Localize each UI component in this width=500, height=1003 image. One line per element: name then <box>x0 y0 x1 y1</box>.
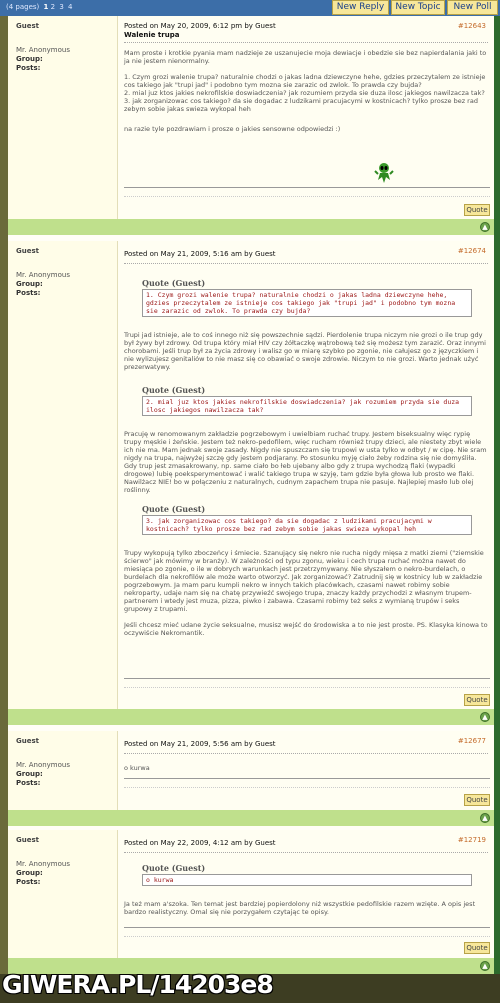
current-page: 1 <box>43 3 49 11</box>
quote-button[interactable]: Quote <box>464 794 490 806</box>
divider <box>124 263 488 264</box>
page-link-3[interactable]: 3 <box>59 3 64 11</box>
post-body: Trupi jad istnieje, ale to coś innego niż się powszechnie sądzi. Pierdolenie trupa niczym nie grozi o ile trup gdy był żywy był zdrowy. Od trupa który miał HIV czy żółtaczkę wątrobową też się możesz tym zarazić. Oraz innymi chorobami. Jeśli trup był za życia zdrowy i walisz go w miarę szybko po zgonie, nie całujesz go z języczkiem i nie wylizujesz genitaliów to nie masz się co obawiać o swoje zdrowie. Niczym to nie grozi. Warto jednak użyć prezerwatywy. <box>124 331 486 371</box>
post-footer-bar <box>0 810 500 826</box>
post-id-link[interactable]: #12643 <box>457 22 486 30</box>
username[interactable]: Guest <box>16 836 39 844</box>
pagination-bar <box>0 0 500 16</box>
scroll-up-icon[interactable]: ▲ <box>480 961 490 971</box>
post-footer-bar <box>0 219 500 235</box>
posts-label: Posts: <box>16 64 41 72</box>
scroll-up-icon[interactable]: ▲ <box>480 813 490 823</box>
post-body: Trupy wykopują tylko zboczeńcy i śmiecie. Szanujący się nekro nie rucha nigdy mięsa z matki ziemi ("ziemskie ścierwo" jak mówimy w branży). W zależności od typu zgonu, wieku i cech trupa ruchać można nawet do miesiąca po zgonie, o ile w dobrych warunkach jest przetrzymywany. Nie słyszałem o nekro-burdelach, o burdelach dla nekrofilów ale może warto otworzyć. Jak zorganizować? Zatrudnij się w kostnicy lub w zakładzie pogrzebowym. Ja mam paru kumpli nekro w innych takich placówkach, czasami nawet robimy sobie nekroparty, udaje nam się na chatę przywieźć swojego trupa, znaczy każdy przychodzi z własnym trupem-partnerem i wtedy jest muza, pizza, piwko i zabawa. Czasami robimy też seks z wymianą trupów i seks grupowy z trupami. <box>124 549 484 613</box>
post-date: Posted on May 20, 2009, 6:12 pm by Guest <box>124 22 276 30</box>
quote-header: Quote (Guest) <box>142 278 206 288</box>
divider <box>124 753 488 754</box>
signature-divider <box>124 787 490 788</box>
post-12719 <box>0 830 500 958</box>
scroll-up-icon[interactable]: ▲ <box>480 222 490 232</box>
username[interactable]: Guest <box>16 247 39 255</box>
divider <box>124 852 488 853</box>
scroll-up-icon[interactable]: ▲ <box>480 712 490 722</box>
quote-header: Quote (Guest) <box>142 385 206 395</box>
post-date: Posted on May 21, 2009, 5:56 am by Guest <box>124 740 276 748</box>
watermark: GIWERA.PL/14203e8 <box>2 970 273 999</box>
group-label: Group: <box>16 55 43 63</box>
user-meta <box>16 46 109 73</box>
post-body: Ja też mam a'szoka. Ten temat jest bardziej popierdolony niż wszystkie pedofilskie razem wzięte. A opis jest bardzo realistyczny. Omal się nie porzygałem czytając te opisy. <box>124 900 476 916</box>
post-content <box>122 16 492 219</box>
user-info <box>8 731 118 810</box>
post-body: o kurwa <box>124 764 150 772</box>
user-rank: Mr. Anonymous <box>16 271 70 279</box>
signature-divider <box>124 687 490 688</box>
user-info <box>8 830 118 958</box>
quote-button[interactable]: Quote <box>464 694 490 706</box>
quote-header: Quote (Guest) <box>142 863 206 873</box>
post-content <box>122 241 492 709</box>
quote-header: Quote (Guest) <box>142 504 206 514</box>
post-content <box>122 830 492 958</box>
posts-label: Posts: <box>16 289 41 297</box>
user-rank: Mr. Anonymous <box>16 761 70 769</box>
post-12677 <box>0 731 500 810</box>
new-topic-button[interactable]: New Topic <box>391 0 445 15</box>
user-rank: Mr. Anonymous <box>16 46 70 54</box>
quote-box: 3. jak zorganizowac cos takiego? da sie dogadac z ludzikami pracujacymi w kostnicach? tylko prosze bez rad zebym sobie jakas swieza wykopal heh <box>142 515 472 535</box>
post-id-link[interactable]: #12677 <box>457 737 486 745</box>
group-label: Group: <box>16 280 43 288</box>
post-body: 1. Czym grozi walenie trupa? naturalnie chodzi o jakas ladna dziewczyne hehe, gdzies przeczytalem ze istnieje cos takiego jak "trupi jad" i podobno tym mozna sie zarazic od zwlok. To prawda czy bujda? 2. mial juz ktos jakies nekrofilskie doswiadczenia? jak rozumiem przyda sie duza ilosc jakiegos nawilzacza tak? 3. jak zorganizowac cos takiego? da sie dogadac z ludzikami pracujacymi w kostnicach? tylko prosze bez rad zebym sobie jakas swieza wykopal heh <box>124 73 486 113</box>
pagination <box>6 3 75 11</box>
signature-divider <box>124 927 490 928</box>
pages-count: (4 pages) <box>6 3 40 11</box>
signature-divider <box>124 187 490 188</box>
user-meta <box>16 271 109 298</box>
group-label: Group: <box>16 869 43 877</box>
post-id-link[interactable]: #12674 <box>457 247 486 255</box>
new-reply-button[interactable]: New Reply <box>332 0 389 15</box>
post-body: na razie tyle pozdrawiam i prosze o jakies sensowne odpowiedzi :) <box>124 125 341 133</box>
quote-box: 2. mial juz ktos jakies nekrofilskie doswiadczenia? jak rozumiem przyda sie duza ilosc jakiegos nawilzacza tak? <box>142 396 472 416</box>
post-date: Posted on May 21, 2009, 5:16 am by Guest <box>124 250 276 258</box>
page-link-2[interactable]: 2 <box>50 3 56 11</box>
signature-divider <box>124 678 490 679</box>
post-footer-bar <box>0 709 500 725</box>
post-content <box>122 731 492 810</box>
quote-box: o kurwa <box>142 874 472 886</box>
post-title: Walenie trupa <box>124 31 180 39</box>
signature-divider <box>124 778 490 779</box>
user-info <box>8 16 118 219</box>
quote-button[interactable]: Quote <box>464 942 490 954</box>
signature-divider <box>124 936 490 937</box>
post-body: Jeśli chcesz mieć udane życie seksualne, musisz wejść do środowiska a to nie jest proste. PS. Klasyka kinowa to oczywiście Nekromantik. <box>124 621 488 637</box>
new-poll-button[interactable]: New Poll <box>447 0 498 15</box>
user-rank: Mr. Anonymous <box>16 860 70 868</box>
post-12643 <box>0 16 500 219</box>
posts-label: Posts: <box>16 878 41 886</box>
alien-smiley-icon <box>374 162 394 184</box>
quote-box: 1. Czym grozi walenie trupa? naturalnie chodzi o jakas ladna dziewczyne hehe, gdzies przeczytalem ze istnieje cos takiego jak "trupi jad" i podobno tym mozna sie zarazic od zwlok. To prawda czy bujda? <box>142 289 472 317</box>
signature-divider <box>124 196 490 197</box>
post-12674 <box>0 241 500 709</box>
user-meta <box>16 761 109 788</box>
post-id-link[interactable]: #12719 <box>457 836 486 844</box>
post-body: Pracuję w renomowanym zakładzie pogrzebowym i uwielbiam ruchać trupy. Jestem biseksualny więc rypię trupy męskie i żeńskie. Jestem też nekro-pedofilem, więc rucham również trupy dzieci, ale niestety zbyt wiele ich nie ma. Mam jednak swoje zasady. Nigdy nie spuszczam się trupowi w usta tylko w odbyt / w cipę. Nie sram nigdy na trupa, najwyżej szczę gdy jestem podjarany. Po stosunku myję ciało żeby rodzina się nie domyśliła. Gdy trup jest zmasakrowany, np. same ciało bo łeb ujebany albo gdy z trupa wychodzą flaki (wypadki drogowe) lubię poeksperymentować i walić takiego trupa w szyję, tam gdzie była głowa lub prosto we flaki. Nawilżacz NIE! bo w połączeniu z naturalnych, cudnym zapachem trupa nie pasuje. Najlepiej masło lub olej roślinny. <box>124 430 487 494</box>
page-link-4[interactable]: 4 <box>68 3 73 11</box>
username[interactable]: Guest <box>16 22 39 30</box>
post-date: Posted on May 22, 2009, 4:12 am by Guest <box>124 839 276 847</box>
divider <box>124 42 488 43</box>
group-label: Group: <box>16 770 43 778</box>
posts-label: Posts: <box>16 779 41 787</box>
post-body: Mam proste i krotkie pyania mam nadzieje ze uszanujecie moja dewiacje i obedzie sie bez napierdalania jaki to ja nie jestem nienormalny. <box>124 49 487 65</box>
user-info <box>8 241 118 709</box>
quote-button[interactable]: Quote <box>464 204 490 216</box>
username[interactable]: Guest <box>16 737 39 745</box>
user-meta <box>16 860 109 887</box>
